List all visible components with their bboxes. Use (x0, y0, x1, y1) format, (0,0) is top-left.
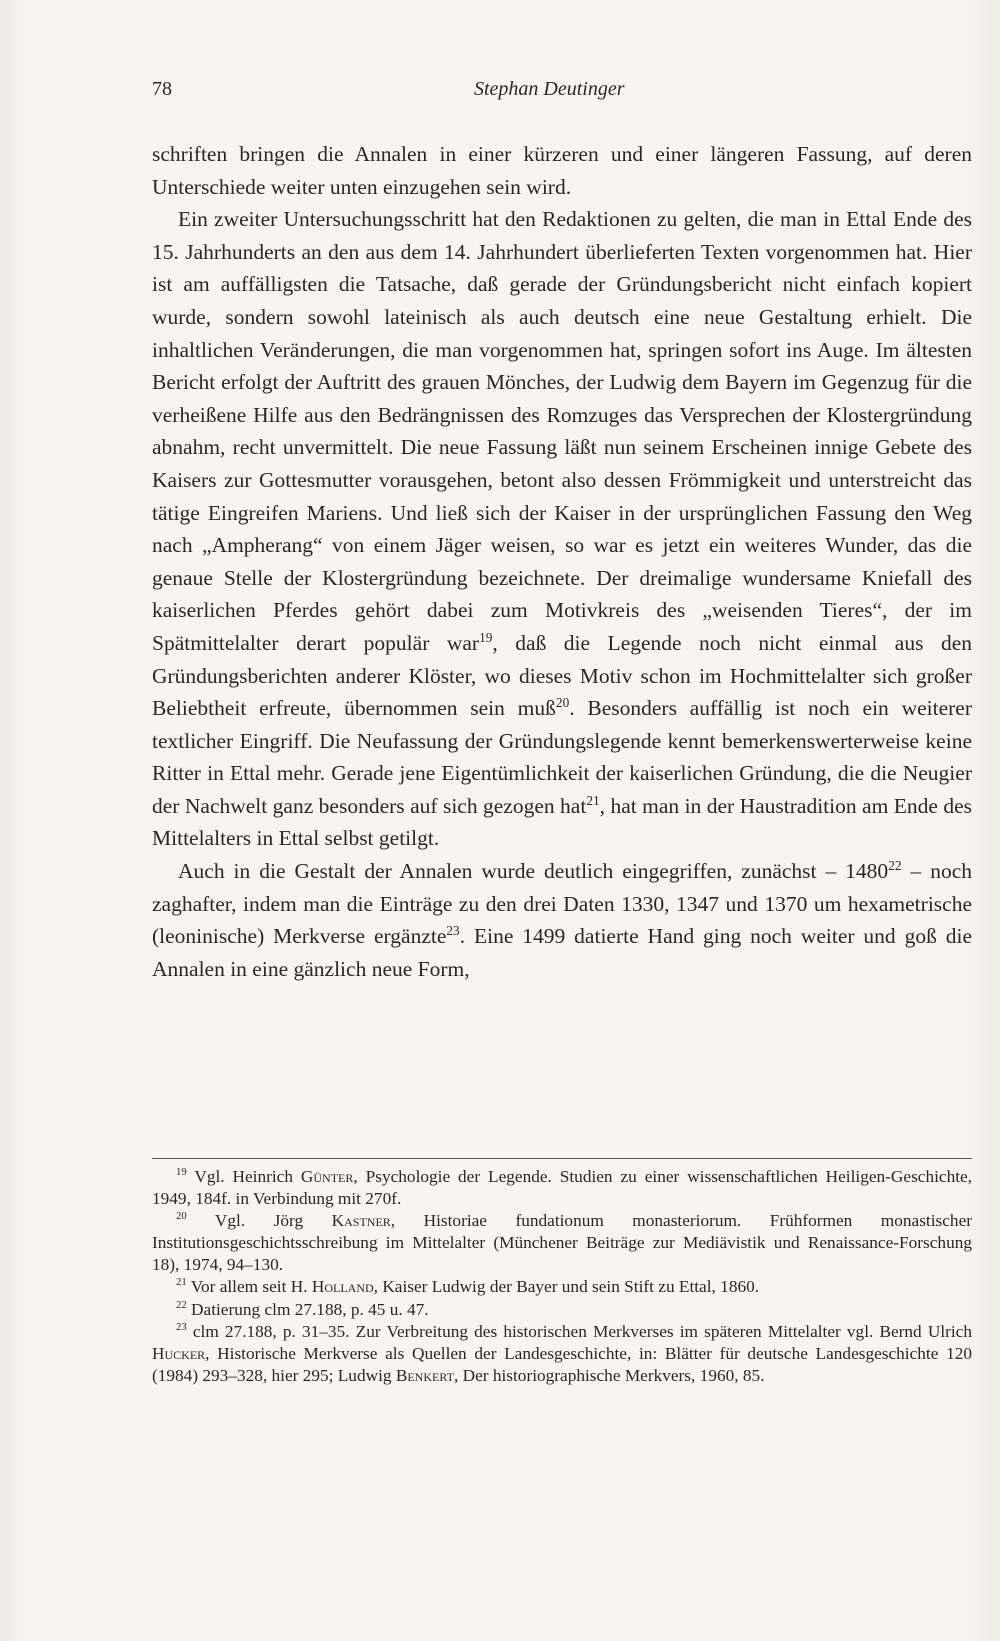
footnote-23: $^{23}$ clm 27.188, p. 31–35. Zur Verbreitung des historischen Merkverses im späteren Mittelalter vgl. Bernd Ulrich Hucker, Historische Merkverse als Quellen der Landesgeschichte, in: Blätter für deutsche Landesgeschichte 120 (1984) 293–328, hier 295; Ludwig Benkert, Der historiographische Merkvers, 1960, 85. (152, 1320, 972, 1385)
footnote-20: $^{20}$ Vgl. Jörg Kastner, Historiae fundationum monasteriorum. Frühformen monastischer Institutionsgeschichtsschreibung im Mittelalter (Münchener Beiträge zur Mediävistik und Renaissance-Forschung 18), 1974, 94–130. (152, 1210, 972, 1275)
footnote-divider (152, 1158, 972, 1159)
paragraph-2: Ein zweiter Untersuchungsschritt hat den Redaktionen zu gelten, die man in Ettal Ende des 15. Jahrhunderts an den aus dem 14. Jahrhundert überlieferten Texten vorgenommen hat. Hier ist am auffälligsten die Tatsache, daß gerade der Gründungsbericht nicht einfach kopiert wurde, sondern sowohl lateinisch als auch deutsch eine neue Gestaltung erhielt. Die inhaltlichen Veränderungen, die man vorgenommen hat, springen sofort ins Auge. Im ältesten Bericht erfolgt der Auftritt des grauen Mönches, der Ludwig dem Bayern im Gegenzug für die verheißene Hilfe aus den Bedrängnissen des Romzuges das Versprechen der Klostergründung abnahm, recht unvermittelt. Die neue Fassung läßt nun seinem Erscheinen innige Gebete des Kaisers zur Gottesmutter vorausgehen, betont also dessen Frömmigkeit und unterstreicht das tätige Eingreifen Mariens. Und ließ sich der Kaiser in der ursprünglichen Fassung den Weg nach „Ampherang“ von einem Jäger weisen, so war es jetzt ein weiteres Wunder, das die genaue Stelle der Klostergründung bezeichnete. Der dreimalige wundersame Kniefall des kaiserlichen Pferdes gehört dabei zum Motivkreis des „weisenden Tieres“, der im Spätmittelalter derart populär war$^{19}$, daß die Legende noch nicht einmal aus den Gründungsberichten anderer Klöster, wo dieses Motiv schon im Hochmittelalter sich großer Beliebtheit erfreute, übernommen sein muß$^{20}$. Besonders auffällig ist noch ein weiterer textlicher Eingriff. Die Neufassung der Gründungslegende kennt bemerkenswerterweise keine Ritter in Ettal mehr. Gerade jene Eigentümlichkeit der kaiserlichen Gründung, die die Neugier der Nachwelt ganz besonders auf sich gezogen hat$^{21}$, hat man in der Haustradition am Ende des Mittelalters in Ettal selbst getilgt. (152, 207, 973, 851)
author-name: Kastner (331, 1211, 391, 1231)
footnote-ref-23[interactable]: 23 (446, 923, 460, 939)
paragraph-1: schriften bringen die Annalen in einer kürzeren und einer längeren Fassung, auf deren Unterschiede weiter unten einzugehen sein wird. (152, 142, 972, 199)
footnote-19: $^{19}$ Vgl. Heinrich Günter, Psychologie der Legende. Studien zu einer wissenschaftlichen Heiligen-Geschichte, 1949, 184f. in Verbindung mit 270f. (152, 1166, 973, 1209)
running-head (152, 78, 972, 108)
author-name: Hucker (152, 1343, 206, 1363)
paragraph-3: Auch in die Gestalt der Annalen wurde deutlich eingegriffen, zunächst – 1480$^{22}$ – noch zaghafter, indem man die Einträge zu den drei Daten 1330, 1347 und 1370 um hexametrische (leoninische) Merkverse ergänzte$^{23}$. Eine 1499 datierte Hand ging noch weiter und goß die Annalen in eine gänzlich neue Form, (152, 857, 972, 981)
author-name: Holland (311, 1277, 374, 1297)
footnote-21: $^{21}$ Vor allem seit H. Holland, Kaiser Ludwig der Bayer und sein Stift zu Ettal, 1860. (176, 1276, 760, 1297)
main-text (152, 138, 972, 985)
footnote-22: $^{22}$ Datierung clm 27.188, p. 45 u. 47. (176, 1298, 429, 1319)
page-number: 78 (152, 78, 172, 100)
running-title: Stephan Deutinger (474, 78, 625, 100)
footnotes (152, 1166, 972, 1387)
footnote-ref-20[interactable]: 20 (555, 694, 570, 710)
author-name: Benkert (395, 1365, 454, 1385)
author-name: Günter (300, 1167, 354, 1186)
footnote-ref-21[interactable]: 21 (586, 792, 600, 808)
footnote-ref-22[interactable]: 22 (888, 857, 902, 873)
footnote-ref-19[interactable]: 19 (479, 629, 493, 645)
